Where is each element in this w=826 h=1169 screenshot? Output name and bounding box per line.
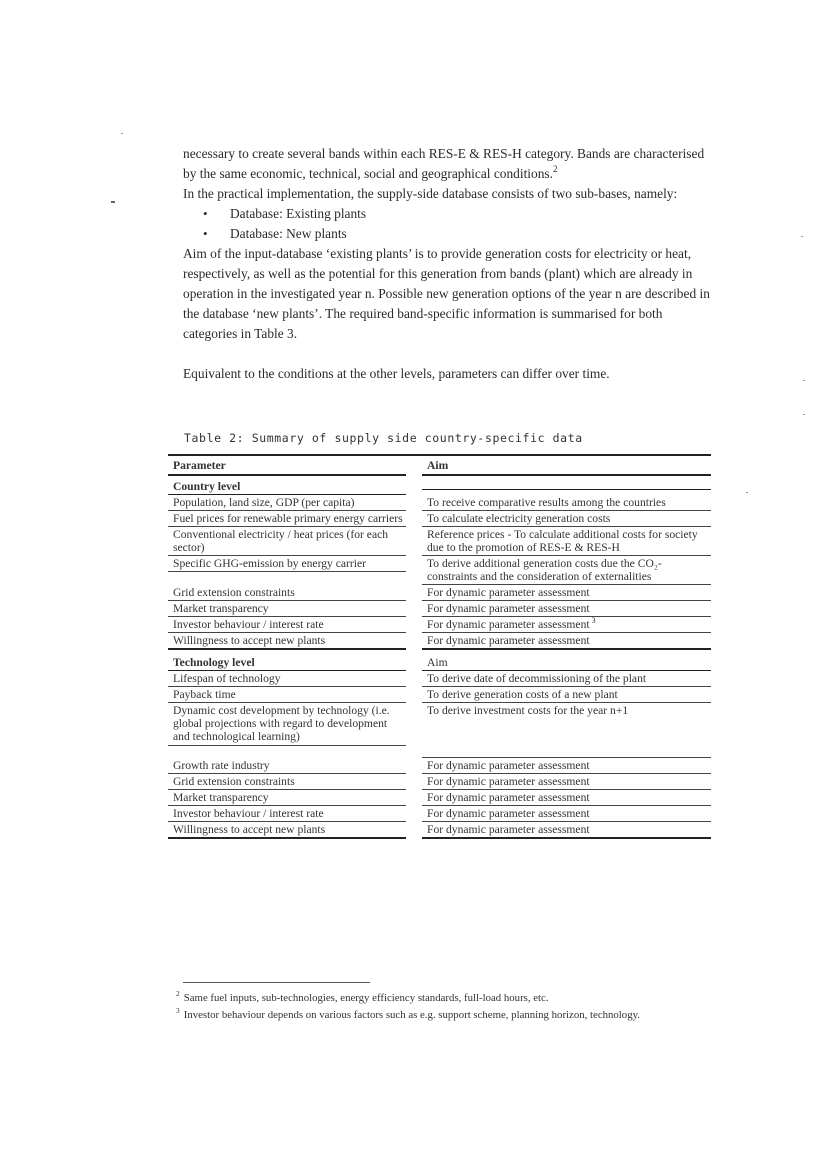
header-aim: Aim — [422, 456, 711, 476]
paragraph-sub-bases: In the practical implementation, the supply-side database consists of two sub-bases, namely: — [183, 186, 678, 201]
aim-cell: For dynamic parameter assessment — [422, 758, 711, 774]
paragraph-bands — [183, 144, 713, 184]
scan-speck — [803, 414, 805, 415]
param-cell: Population, land size, GDP (per capita) — [168, 495, 406, 511]
footnotes — [176, 990, 736, 1024]
table-row — [168, 687, 711, 703]
aim-cell: For dynamic parameter assessment — [422, 806, 711, 822]
table-row — [168, 585, 711, 601]
param-cell: Grid extension constraints — [168, 774, 406, 790]
table-row — [168, 633, 711, 650]
table-row — [168, 790, 711, 806]
table-row — [168, 671, 711, 687]
table-row — [168, 556, 711, 585]
footnote-mark: 3 — [176, 1006, 180, 1015]
table-header-row — [168, 454, 711, 476]
bullet-icon: • — [203, 226, 208, 241]
param-cell: Market transparency — [168, 790, 406, 806]
list-item-text: Database: Existing plants — [230, 206, 367, 221]
param-cell: Payback time — [168, 687, 406, 703]
aim-cell: To derive date of decommissioning of the plant — [422, 671, 711, 687]
aim-cell: To derive additional generation costs due the CO₂-constraints and the consideration of externalities — [422, 556, 711, 585]
table-row — [168, 822, 711, 839]
param-cell: Willingness to accept new plants — [168, 822, 406, 839]
scan-speck — [121, 133, 123, 134]
section-aim — [422, 476, 711, 490]
footnote-mark: 2 — [176, 989, 180, 998]
section-label: Technology level — [168, 652, 406, 671]
table-row — [168, 774, 711, 790]
aim-cell: Reference prices - To calculate additional costs for society due to the promotion of RES-E & RES-H — [422, 527, 711, 556]
table-row — [168, 495, 711, 511]
param-cell: Willingness to accept new plants — [168, 633, 406, 650]
scan-speck — [801, 236, 803, 237]
aim-cell: For dynamic parameter assessment — [422, 822, 711, 839]
table-row — [168, 617, 711, 633]
aim-cell: For dynamic parameter assessment — [422, 790, 711, 806]
paragraph-bands-text: necessary to create several bands within each RES-E & RES-H category. Bands are characterised by the same economic, technical, social and geographical conditions. — [183, 146, 705, 181]
database-list — [183, 204, 713, 244]
param-cell: Specific GHG-emission by energy carrier — [168, 556, 406, 572]
param-cell: Conventional electricity / heat prices (for each sector) — [168, 527, 406, 556]
section-country-level — [168, 476, 711, 495]
summary-table — [168, 454, 711, 839]
footnote-separator — [183, 982, 370, 983]
list-item — [183, 204, 713, 224]
table-row — [168, 601, 711, 617]
section-technology-level — [168, 652, 711, 671]
aim-cell: For dynamic parameter assessment — [422, 585, 711, 601]
aim-text: For dynamic parameter assessment — [427, 618, 590, 631]
table-row — [168, 758, 711, 774]
scan-speck — [746, 492, 748, 493]
body-text — [183, 144, 713, 384]
bullet-icon: • — [203, 206, 208, 221]
param-cell: Market transparency — [168, 601, 406, 617]
paragraph-existing-plants: Aim of the input-database ‘existing plants’ is to provide generation costs for electricity or heat, respectively, as well as the potential for this generation from bands (plant) which are already in operation in the investigated year n. Possible new generation options of the year n are described in the database ‘new plants’. The required band-specific information is summarised for both categories in Table 3. — [183, 246, 710, 341]
footnote-ref-2: 2 — [552, 164, 558, 174]
footnote-ref-3: 3 — [591, 616, 596, 625]
aim-cell: To receive comparative results among the countries — [422, 495, 711, 511]
footnote-2 — [176, 990, 736, 1007]
paragraph-equivalent: Equivalent to the conditions at the other levels, parameters can differ over time. — [183, 366, 610, 381]
footnote-text: Same fuel inputs, sub-technologies, energy efficiency standards, full-load hours, etc. — [183, 992, 549, 1004]
table-caption: Table 2: Summary of supply side country-specific data — [184, 431, 583, 445]
table-row — [168, 511, 711, 527]
param-cell: Dynamic cost development by technology (i.e. global projections with regard to development and technological learning) — [168, 703, 406, 746]
scan-speck — [803, 380, 805, 381]
section-aim: Aim — [422, 652, 711, 671]
footnote-text: Investor behaviour depends on various factors such as e.g. support scheme, planning horizon, technology. — [183, 1009, 641, 1021]
aim-cell: For dynamic parameter assessment — [422, 633, 711, 650]
aim-cell: To derive generation costs of a new plant — [422, 687, 711, 703]
param-cell: Investor behaviour / interest rate — [168, 806, 406, 822]
table-row — [168, 806, 711, 822]
section-label: Country level — [168, 476, 406, 495]
table-row — [168, 703, 711, 758]
param-cell: Fuel prices for renewable primary energy carriers — [168, 511, 406, 527]
param-cell: Grid extension constraints — [168, 585, 406, 601]
scan-speck — [111, 201, 115, 203]
table-row — [168, 527, 711, 556]
param-cell: Growth rate industry — [168, 758, 406, 774]
list-item — [183, 224, 713, 244]
header-parameter: Parameter — [168, 456, 406, 476]
param-cell: Investor behaviour / interest rate — [168, 617, 406, 633]
aim-cell: For dynamic parameter assessment — [422, 601, 711, 617]
aim-cell: To calculate electricity generation costs — [422, 511, 711, 527]
aim-cell: To derive investment costs for the year n+1 — [422, 703, 711, 758]
param-cell: Lifespan of technology — [168, 671, 406, 687]
footnote-3 — [176, 1007, 736, 1024]
aim-cell: For dynamic parameter assessment — [422, 774, 711, 790]
aim-cell — [422, 617, 711, 633]
list-item-text: Database: New plants — [230, 226, 347, 241]
